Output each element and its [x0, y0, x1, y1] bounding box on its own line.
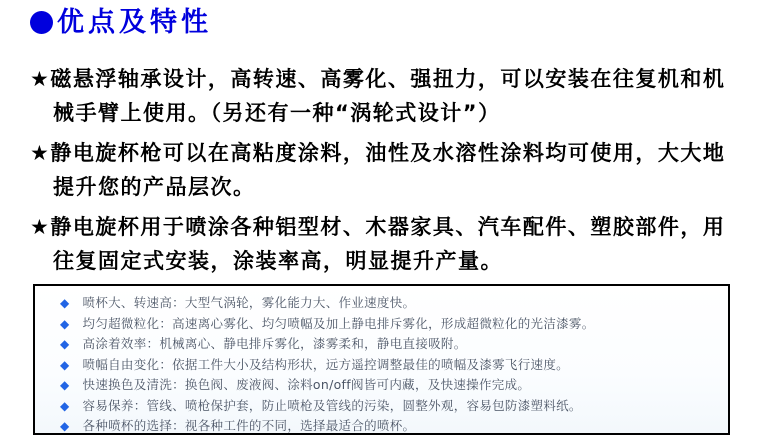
detail-item [60, 314, 720, 335]
detail-item [60, 375, 720, 396]
detail-text: 快速换色及清洗：换色阀、废液阀、涂料on/off阀皆可内藏，及快速操作完成。 [82, 377, 531, 392]
feature-item [30, 210, 742, 278]
detail-text: 高涂着效率：机械离心、静电排斥雾化，漆雾柔和，静电直接吸附。 [82, 336, 467, 351]
feature-text: 磁悬浮轴承设计，高转速、高雾化、强扭力，可以安装在往复机和机械手臂上使用。（另还有一种“涡轮式设计”） [50, 67, 726, 125]
feature-item [30, 62, 742, 130]
detail-text: 喷杯大、转速高：大型气涡轮，雾化能力大、作业速度快。 [82, 295, 416, 310]
diamond-bullet-icon: ◆ [60, 337, 70, 351]
star-bullet-icon: ★ [30, 67, 51, 91]
detail-item [60, 293, 720, 314]
star-bullet-icon: ★ [30, 215, 51, 239]
circle-bullet-icon [30, 11, 53, 34]
detail-item [60, 355, 720, 376]
feature-list [30, 62, 742, 284]
detail-text: 喷幅自由变化：依据工件大小及结构形状，远方遥控调整最佳的喷幅及漆雾飞行速度。 [82, 356, 569, 372]
diamond-bullet-icon: ◆ [60, 378, 70, 392]
star-bullet-icon: ★ [30, 141, 51, 165]
diamond-bullet-icon: ◆ [60, 316, 70, 331]
feature-item [30, 136, 742, 204]
details-box [33, 284, 730, 435]
feature-text: 静电旋杯枪可以在高粘度涂料，油性及水溶性涂料均可使用，大大地提升您的产品层次。 [50, 141, 726, 199]
detail-text: 各种喷杯的选择：视各种工件的不同，选择最适合的喷杯。 [82, 418, 416, 433]
diamond-bullet-icon: ◆ [60, 296, 70, 310]
detail-item [60, 334, 720, 355]
detail-item [60, 396, 720, 417]
feature-text: 静电旋杯用于喷涂各种铝型材、木器家具、汽车配件、塑胶部件，用往复固定式安装，涂装率高，明显提升产量。 [50, 215, 726, 273]
detail-item [60, 416, 720, 437]
detail-text: 容易保养：管线、喷枪保护套，防止喷枪及管线的污染，圆整外观，容易包防漆塑料纸。 [82, 397, 582, 413]
section-title: 优点及特性 [57, 7, 212, 38]
diamond-bullet-icon: ◆ [60, 419, 70, 433]
diamond-bullet-icon: ◆ [60, 398, 70, 413]
section-heading [30, 8, 212, 38]
diamond-bullet-icon: ◆ [60, 357, 70, 372]
detail-text: 均匀超微粒化：高速离心雾化、均匀喷幅及加上静电排斥雾化，形成超微粒化的光洁漆雾。 [82, 315, 595, 331]
